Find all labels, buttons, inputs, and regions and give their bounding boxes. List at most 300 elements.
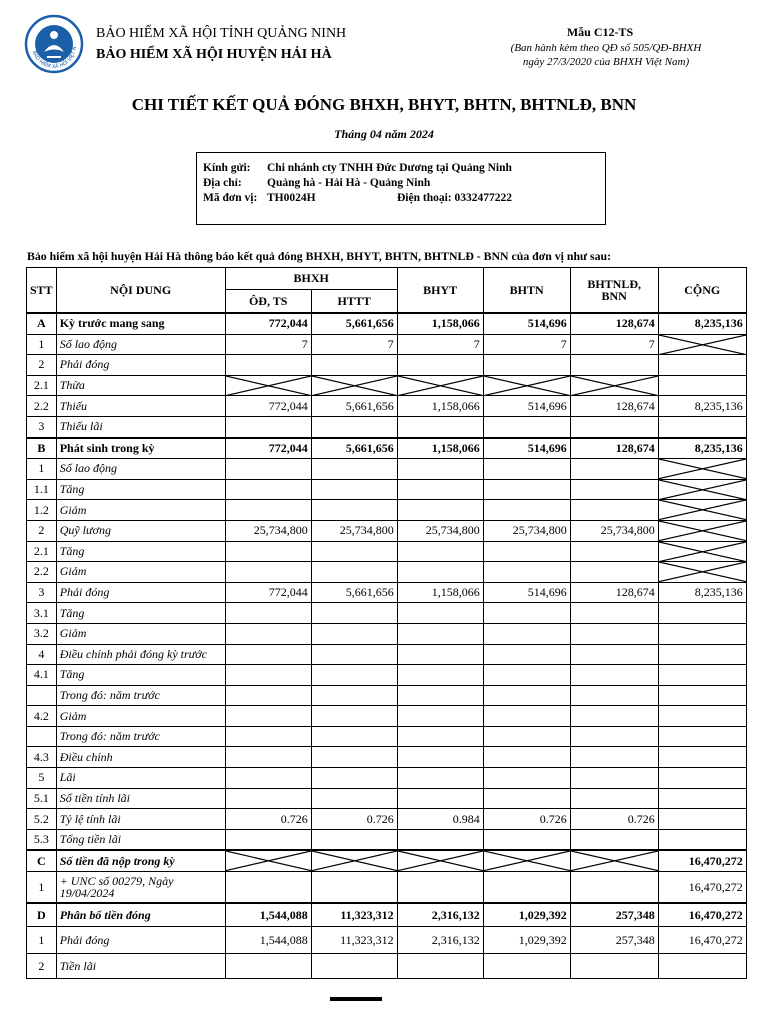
table-row — [27, 582, 747, 603]
form-code: Mẫu C12-TS — [566, 25, 634, 39]
cell-httt: 5,661,656 — [311, 313, 397, 334]
cell-bhtnld — [570, 726, 658, 747]
cell-bhyt: 0.984 — [397, 809, 483, 830]
cell-httt — [311, 726, 397, 747]
row-label: Tỷ lệ tính lãi — [56, 809, 225, 830]
crossed-cell — [483, 850, 570, 871]
row-label: Giảm — [56, 562, 225, 583]
cell-total — [658, 768, 746, 789]
row-stt: 2 — [27, 355, 57, 376]
cell-bhyt — [397, 788, 483, 809]
form-note-line-1: (Ban hành kèm theo QĐ số 505/QĐ-BHXH — [510, 42, 702, 54]
to-label: Kính gửi: — [203, 162, 251, 174]
crossed-cell — [570, 375, 658, 396]
cell-od: 772,044 — [225, 396, 311, 417]
cell-total: 8,235,136 — [658, 582, 746, 603]
cell-bhtnld — [570, 459, 658, 480]
cell-od — [225, 665, 311, 686]
cell-httt: 11,323,312 — [311, 927, 397, 954]
row-stt: 2 — [27, 954, 57, 979]
cell-bhyt: 1,158,066 — [397, 582, 483, 603]
table-row — [27, 954, 747, 979]
crossed-cell — [658, 520, 746, 541]
cell-total — [658, 685, 746, 706]
cell-httt — [311, 768, 397, 789]
cell-bhtn — [483, 500, 570, 521]
cell-bhtnld — [570, 768, 658, 789]
crossed-cell — [397, 375, 483, 396]
cell-bhtn — [483, 706, 570, 727]
cell-bhyt — [397, 562, 483, 583]
cell-total — [658, 788, 746, 809]
table-row — [27, 562, 747, 583]
col-bhtnld: BHTNLĐ, BNN — [570, 268, 658, 314]
cell-bhtnld — [570, 788, 658, 809]
cell-httt — [311, 872, 397, 904]
unit-value: TH0024H — [267, 192, 316, 204]
cell-httt — [311, 416, 397, 437]
row-stt: 3 — [27, 416, 57, 437]
cell-total: 16,470,272 — [658, 927, 746, 954]
table-row — [27, 768, 747, 789]
cell-httt — [311, 685, 397, 706]
cell-bhtn — [483, 562, 570, 583]
crossed-cell — [658, 541, 746, 562]
cell-bhtn — [483, 644, 570, 665]
cell-bhyt — [397, 665, 483, 686]
crossed-cell — [311, 850, 397, 871]
row-label: Tăng — [56, 541, 225, 562]
cell-bhtnld: 128,674 — [570, 396, 658, 417]
table-row — [27, 520, 747, 541]
row-label: Lãi — [56, 768, 225, 789]
cell-httt — [311, 665, 397, 686]
row-label: Tổng tiền lãi — [56, 829, 225, 850]
crossed-cell — [225, 375, 311, 396]
cell-od: 1,544,088 — [225, 927, 311, 954]
row-stt: 2.2 — [27, 562, 57, 583]
cell-bhyt: 1,158,066 — [397, 396, 483, 417]
cell-od — [225, 872, 311, 904]
cell-bhtn — [483, 479, 570, 500]
row-stt: 2.1 — [27, 375, 57, 396]
cell-bhtn — [483, 788, 570, 809]
row-stt: 1 — [27, 459, 57, 480]
cell-total — [658, 603, 746, 624]
row-label: Điều chỉnh phải đóng kỳ trước — [56, 644, 225, 665]
row-stt — [27, 685, 57, 706]
row-stt: 4.3 — [27, 747, 57, 768]
cell-bhtnld — [570, 644, 658, 665]
cell-bhtn — [483, 623, 570, 644]
cell-httt: 0.726 — [311, 809, 397, 830]
cell-total — [658, 726, 746, 747]
cell-bhtnld: 25,734,800 — [570, 520, 658, 541]
cell-bhtn — [483, 665, 570, 686]
cell-od — [225, 541, 311, 562]
cell-bhtnld — [570, 706, 658, 727]
row-stt: 5.2 — [27, 809, 57, 830]
cell-od — [225, 355, 311, 376]
cell-bhyt — [397, 954, 483, 979]
row-stt: 5 — [27, 768, 57, 789]
contribution-table — [26, 267, 747, 979]
row-stt: A — [27, 313, 57, 334]
cell-bhtnld — [570, 829, 658, 850]
cell-httt: 5,661,656 — [311, 582, 397, 603]
row-label: Phải đóng — [56, 582, 225, 603]
cell-bhtnld — [570, 747, 658, 768]
form-note-line-2: ngày 27/3/2020 của BHXH Việt Nam) — [522, 56, 690, 68]
row-label: Phải đóng — [56, 927, 225, 954]
row-label: Trong đó: năm trước — [56, 726, 225, 747]
cell-od — [225, 623, 311, 644]
cell-httt — [311, 829, 397, 850]
table-row — [27, 603, 747, 624]
row-stt: 2.2 — [27, 396, 57, 417]
cell-od: 772,044 — [225, 582, 311, 603]
cell-bhyt — [397, 603, 483, 624]
cell-bhtn: 1,029,392 — [483, 903, 570, 927]
table-row — [27, 438, 747, 459]
row-label: Tăng — [56, 479, 225, 500]
cell-od — [225, 788, 311, 809]
crossed-cell — [483, 375, 570, 396]
cell-httt — [311, 954, 397, 979]
cell-bhtnld: 257,348 — [570, 927, 658, 954]
cell-httt — [311, 706, 397, 727]
cell-httt — [311, 541, 397, 562]
cell-bhyt: 2,316,132 — [397, 903, 483, 927]
notice-text: Bảo hiểm xã hội huyện Hải Hà thông báo kết quả đóng BHXH, BHYT, BHTN, BHTNLĐ - BNN của đơn vị như sau: — [27, 249, 612, 263]
cell-bhtn — [483, 685, 570, 706]
table-row — [27, 416, 747, 437]
row-label: Giảm — [56, 706, 225, 727]
col-bhyt: BHYT — [397, 268, 483, 314]
cell-total — [658, 706, 746, 727]
cell-bhtnld — [570, 355, 658, 376]
row-stt: 1.2 — [27, 500, 57, 521]
cell-total: 8,235,136 — [658, 438, 746, 459]
cell-total — [658, 809, 746, 830]
cell-total — [658, 665, 746, 686]
col-bhtn: BHTN — [483, 268, 570, 314]
cell-bhtnld — [570, 603, 658, 624]
cell-total: 16,470,272 — [658, 903, 746, 927]
crossed-cell — [658, 500, 746, 521]
cell-od — [225, 562, 311, 583]
cell-od — [225, 954, 311, 979]
address-value: Quảng hà - Hải Hà - Quảng Ninh — [267, 177, 431, 189]
table-row — [27, 726, 747, 747]
col-content: NỘI DUNG — [56, 268, 225, 314]
address-label: Địa chỉ: — [203, 177, 242, 189]
table-row — [27, 479, 747, 500]
cell-bhyt — [397, 706, 483, 727]
row-label: Số tiền tính lãi — [56, 788, 225, 809]
cell-bhtn — [483, 355, 570, 376]
cell-bhyt — [397, 747, 483, 768]
cell-bhtn: 7 — [483, 334, 570, 355]
cell-bhtnld — [570, 685, 658, 706]
row-stt: 2 — [27, 520, 57, 541]
cell-od — [225, 685, 311, 706]
col-httt: HTTT — [311, 290, 397, 313]
cell-httt — [311, 747, 397, 768]
cell-bhtnld: 7 — [570, 334, 658, 355]
cell-httt — [311, 459, 397, 480]
row-stt — [27, 726, 57, 747]
cell-bhtnld — [570, 872, 658, 904]
table-row — [27, 747, 747, 768]
row-stt: B — [27, 438, 57, 459]
document-title: CHI TIẾT KẾT QUẢ ĐÓNG BHXH, BHYT, BHTN, BHTNLĐ, BNN — [131, 95, 637, 114]
cell-httt — [311, 500, 397, 521]
cell-total — [658, 355, 746, 376]
row-stt: 1 — [27, 927, 57, 954]
table-row — [27, 665, 747, 686]
cell-httt: 5,661,656 — [311, 438, 397, 459]
row-label: Số tiền đã nộp trong kỳ — [56, 850, 225, 871]
row-stt: 4.1 — [27, 665, 57, 686]
cell-bhtn: 25,734,800 — [483, 520, 570, 541]
cell-bhtn — [483, 541, 570, 562]
cell-bhyt — [397, 500, 483, 521]
cell-od: 25,734,800 — [225, 520, 311, 541]
row-stt: 1 — [27, 872, 57, 904]
cell-bhtn — [483, 747, 570, 768]
cell-bhyt: 1,158,066 — [397, 313, 483, 334]
cell-bhyt — [397, 829, 483, 850]
cell-httt: 25,734,800 — [311, 520, 397, 541]
row-label: Số lao động — [56, 459, 225, 480]
crossed-cell — [570, 850, 658, 871]
col-od-ts: ÔĐ, TS — [225, 290, 311, 313]
cell-bhtnld — [570, 954, 658, 979]
cell-bhyt — [397, 644, 483, 665]
crossed-cell — [225, 850, 311, 871]
row-stt: 4 — [27, 644, 57, 665]
form-note — [488, 41, 724, 69]
cell-bhtn — [483, 768, 570, 789]
row-stt: 1.1 — [27, 479, 57, 500]
row-stt: D — [27, 903, 57, 927]
cell-od — [225, 706, 311, 727]
cell-od: 7 — [225, 334, 311, 355]
row-label: Tiền lãi — [56, 954, 225, 979]
cell-bhtn — [483, 603, 570, 624]
table-row — [27, 788, 747, 809]
table-row — [27, 623, 747, 644]
cell-bhtnld — [570, 562, 658, 583]
table-row — [27, 829, 747, 850]
row-stt: C — [27, 850, 57, 871]
table-row — [27, 850, 747, 871]
cell-bhtn: 0.726 — [483, 809, 570, 830]
table-row — [27, 541, 747, 562]
cell-od — [225, 603, 311, 624]
table-row — [27, 459, 747, 480]
cell-total — [658, 829, 746, 850]
cell-bhtn: 514,696 — [483, 313, 570, 334]
cell-od: 772,044 — [225, 438, 311, 459]
cell-od — [225, 747, 311, 768]
cell-bhtnld — [570, 500, 658, 521]
row-label: Quỹ lương — [56, 520, 225, 541]
row-label: + UNC số 00279, Ngày 19/04/2024 — [56, 872, 225, 904]
cell-bhtn — [483, 459, 570, 480]
cell-bhtn — [483, 872, 570, 904]
cell-od: 1,544,088 — [225, 903, 311, 927]
cell-od — [225, 500, 311, 521]
cell-bhyt — [397, 768, 483, 789]
table-row — [27, 500, 747, 521]
org-province: BẢO HIỂM XÃ HỘI TỈNH QUẢNG NINH — [96, 26, 347, 41]
cell-total — [658, 623, 746, 644]
row-label: Trong đó: năm trước — [56, 685, 225, 706]
cell-od: 772,044 — [225, 313, 311, 334]
table-row — [27, 334, 747, 355]
table-row — [27, 396, 747, 417]
bhxh-logo — [24, 14, 84, 74]
cell-bhtnld — [570, 541, 658, 562]
cell-httt: 7 — [311, 334, 397, 355]
cell-bhtnld: 257,348 — [570, 903, 658, 927]
cell-od — [225, 479, 311, 500]
row-label: Tăng — [56, 665, 225, 686]
row-label: Phân bổ tiền đóng — [56, 903, 225, 927]
cell-od — [225, 644, 311, 665]
row-label: Điều chỉnh — [56, 747, 225, 768]
col-stt: STT — [27, 268, 57, 314]
row-stt: 1 — [27, 334, 57, 355]
cell-total: 16,470,272 — [658, 850, 746, 871]
org-district: BẢO HIỂM XÃ HỘI HUYỆN HẢI HÀ — [96, 47, 332, 62]
cell-bhtn: 1,029,392 — [483, 927, 570, 954]
cell-total — [658, 416, 746, 437]
table-row — [27, 685, 747, 706]
cell-httt: 11,323,312 — [311, 903, 397, 927]
crossed-cell — [397, 850, 483, 871]
cell-bhtnld: 128,674 — [570, 313, 658, 334]
row-label: Số lao động — [56, 334, 225, 355]
cell-bhtnld — [570, 665, 658, 686]
row-stt: 2.1 — [27, 541, 57, 562]
crossed-cell — [658, 334, 746, 355]
cell-bhtnld — [570, 479, 658, 500]
cell-bhyt: 2,316,132 — [397, 927, 483, 954]
cell-httt: 5,661,656 — [311, 396, 397, 417]
cell-bhyt — [397, 872, 483, 904]
col-bhxh: BHXH — [225, 268, 397, 290]
cell-total: 8,235,136 — [658, 396, 746, 417]
cell-bhtn — [483, 954, 570, 979]
table-row — [27, 927, 747, 954]
cell-bhtn: 514,696 — [483, 438, 570, 459]
cell-httt — [311, 603, 397, 624]
col-total: CỘNG — [658, 268, 746, 314]
unit-label: Mã đơn vị: — [203, 192, 258, 204]
table-row — [27, 706, 747, 727]
cell-od — [225, 726, 311, 747]
crossed-cell — [658, 562, 746, 583]
row-stt: 5.3 — [27, 829, 57, 850]
row-label: Thừa — [56, 375, 225, 396]
cell-bhtn: 514,696 — [483, 396, 570, 417]
page-divider — [330, 997, 382, 1001]
cell-od: 0.726 — [225, 809, 311, 830]
cell-total — [658, 747, 746, 768]
table-row — [27, 809, 747, 830]
row-label: Phát sinh trong kỳ — [56, 438, 225, 459]
cell-od — [225, 768, 311, 789]
cell-bhyt — [397, 623, 483, 644]
cell-bhyt: 7 — [397, 334, 483, 355]
svg-text:BẢO HIỂM XÃ HỘI VIỆT NAM: BẢO HIỂM XÃ HỘI VIỆT N — [30, 46, 79, 71]
row-label: Phải đóng — [56, 355, 225, 376]
row-stt: 3.1 — [27, 603, 57, 624]
cell-total — [658, 644, 746, 665]
phone: Điện thoại: 0332477222 — [397, 192, 512, 204]
row-label: Giảm — [56, 500, 225, 521]
row-label: Tăng — [56, 603, 225, 624]
row-label: Thiếu — [56, 396, 225, 417]
report-month: Tháng 04 năm 2024 — [334, 127, 434, 141]
cell-bhtn — [483, 829, 570, 850]
cell-od — [225, 829, 311, 850]
cell-bhyt: 25,734,800 — [397, 520, 483, 541]
cell-bhtn — [483, 726, 570, 747]
cell-bhyt — [397, 479, 483, 500]
cell-bhtn: 514,696 — [483, 582, 570, 603]
table-row — [27, 355, 747, 376]
row-stt: 3.2 — [27, 623, 57, 644]
cell-httt — [311, 788, 397, 809]
cell-bhyt: 1,158,066 — [397, 438, 483, 459]
cell-total: 8,235,136 — [658, 313, 746, 334]
table-row — [27, 375, 747, 396]
table-row — [27, 872, 747, 904]
cell-bhtnld: 128,674 — [570, 582, 658, 603]
cell-bhyt — [397, 459, 483, 480]
row-stt: 4.2 — [27, 706, 57, 727]
table-row — [27, 313, 747, 334]
crossed-cell — [311, 375, 397, 396]
cell-bhtnld — [570, 623, 658, 644]
cell-httt — [311, 355, 397, 376]
cell-total — [658, 375, 746, 396]
cell-bhtn — [483, 416, 570, 437]
cell-httt — [311, 623, 397, 644]
cell-bhyt — [397, 541, 483, 562]
cell-total — [658, 954, 746, 979]
cell-total: 16,470,272 — [658, 872, 746, 904]
crossed-cell — [658, 459, 746, 480]
cell-httt — [311, 644, 397, 665]
row-stt: 5.1 — [27, 788, 57, 809]
crossed-cell — [658, 479, 746, 500]
table-row — [27, 644, 747, 665]
to-value: Chi nhánh cty TNHH Đức Dương tại Quảng Ninh — [267, 162, 512, 174]
cell-bhyt — [397, 685, 483, 706]
cell-bhtnld: 128,674 — [570, 438, 658, 459]
cell-bhyt — [397, 416, 483, 437]
cell-httt — [311, 562, 397, 583]
cell-od — [225, 459, 311, 480]
cell-bhyt — [397, 726, 483, 747]
row-stt: 3 — [27, 582, 57, 603]
row-label: Giảm — [56, 623, 225, 644]
